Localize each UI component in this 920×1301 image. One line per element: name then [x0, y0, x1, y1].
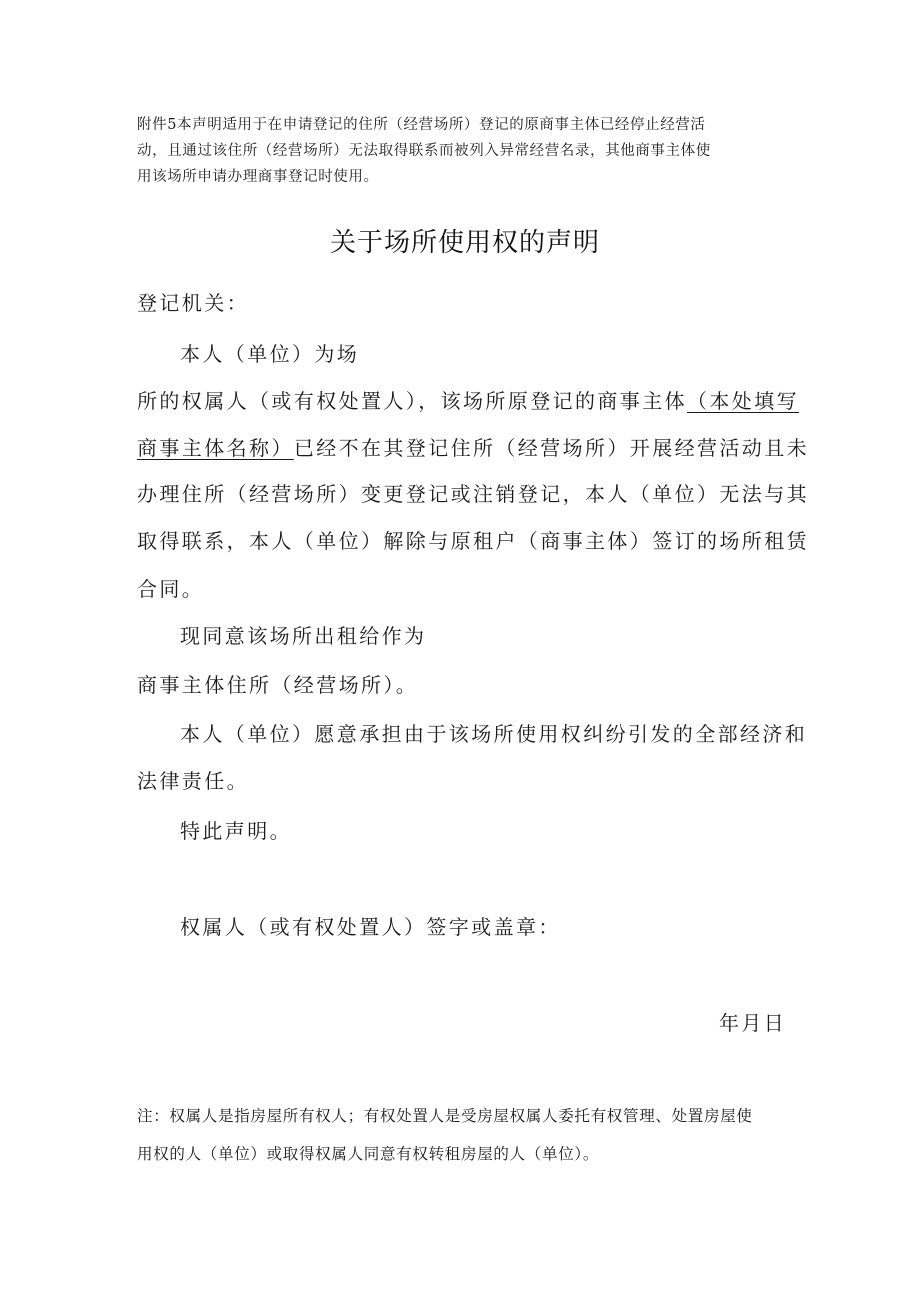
date-label: 年月日: [719, 1011, 787, 1035]
salutation: 登记机关：: [137, 291, 249, 315]
paragraph-4: 特此声明。: [180, 819, 292, 843]
fill-in-entity-name-start: （本处填写: [687, 389, 799, 413]
fill-in-entity-name-end: 商事主体名称）: [137, 436, 294, 460]
paragraph-1-line-6: 合同。: [137, 577, 205, 601]
paragraph-1-line-5: 取得联系，本人（单位）解除与原租户（商事主体）签订的场所租赁: [137, 529, 809, 553]
paragraph-1-line-4: 办理住所（经营场所）变更登记或注销登记，本人（单位）无法与其: [137, 482, 809, 506]
paragraph-3-line-2: 法律责任。: [137, 769, 249, 793]
page-title: 关于场所使用权的声明: [330, 228, 601, 258]
paragraph-1-line-3: [137, 432, 809, 461]
signature-label: 权属人（或有权处置人）签字或盖章：: [180, 915, 561, 939]
header-line-2: 动，且通过该住所（经营场所）无法取得联系而被列入异常经营名录，其他商事主体使: [137, 143, 711, 159]
note-line-2: 用权的人（单位）或取得权属人同意有权转租房屋的人（单位）。: [137, 1145, 600, 1163]
paragraph-1-line-3-text: 已经不在其登记住所（经营场所）开展经营活动且未: [293, 436, 810, 460]
paragraph-2-line-1: 现同意该场所出租给作为: [180, 624, 427, 648]
paragraph-1-line-2-text: 所的权属人（或有权处置人），该场所原登记的商事主体: [137, 389, 687, 413]
note-line-1: 注：权属人是指房屋所有权人；有权处置人是受房屋权属人委托有权管理、处置房屋使: [137, 1107, 753, 1125]
header-line-3: 用该场所申请办理商事登记时使用。: [137, 169, 379, 185]
paragraph-3-line-1: 本人（单位）愿意承担由于该场所使用权纠纷引发的全部经济和: [180, 722, 808, 746]
paragraph-2-line-2: 商事主体住所（经营场所）。: [137, 673, 419, 697]
paragraph-1-line-1: 本人（单位）为场: [180, 342, 360, 366]
paragraph-1-line-2: [137, 385, 799, 414]
header-line-1: 附件5本声明适用于在申请登记的住所（经营场所）登记的原商事主体已经停止经营活: [137, 117, 706, 133]
